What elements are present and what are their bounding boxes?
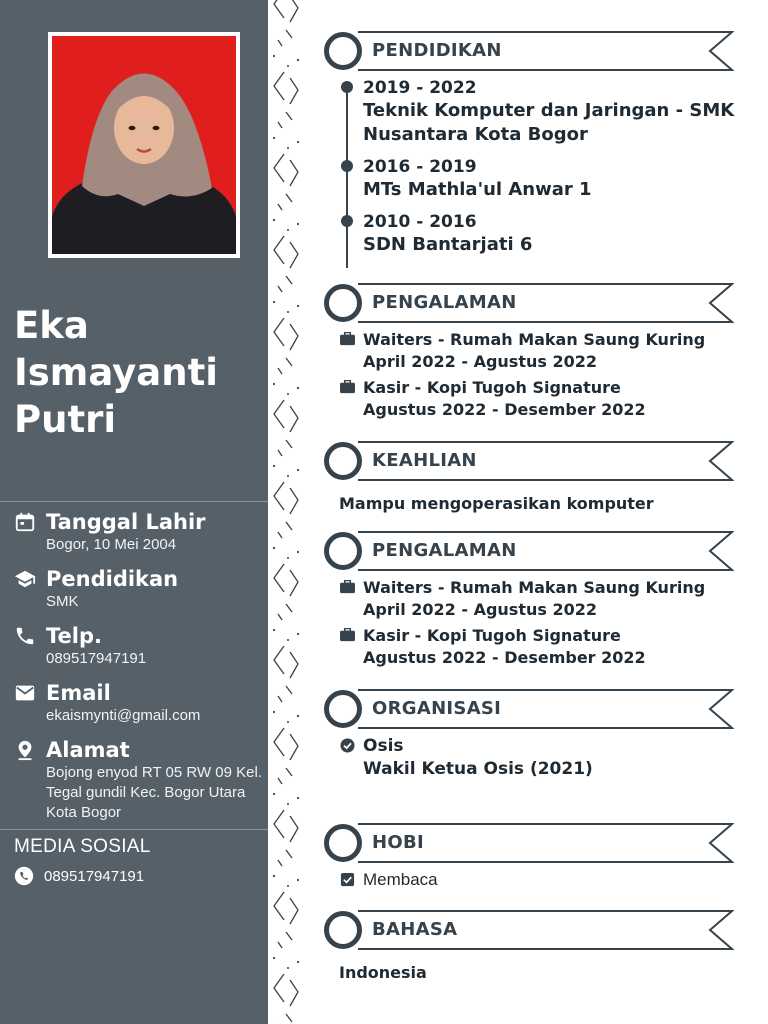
checkbox-checked-icon	[340, 872, 355, 887]
section-header-bahasa	[324, 910, 734, 950]
experience-role: Kasir - Kopi Tugoh Signature	[363, 378, 621, 397]
education-school: MTs Mathla'ul Anwar 1	[363, 179, 592, 200]
name-line-2: Ismayanti	[14, 351, 218, 394]
section-ring-icon	[324, 690, 362, 728]
sidebar	[0, 0, 268, 1024]
birth-value: Bogor, 10 Mei 2004	[46, 536, 177, 553]
address-value: Bojong enyod RT 05 RW 09 Kel. Tegal gundil Kec. Bogor Utara Kota Bogor	[46, 764, 262, 821]
section-ring-icon	[324, 32, 362, 70]
language-text: Indonesia	[339, 963, 427, 982]
decorative-pattern	[268, 0, 306, 1024]
person-portrait-icon	[52, 36, 236, 254]
section-ring-icon	[324, 442, 362, 480]
profile-photo-frame	[48, 32, 240, 258]
briefcase-icon	[340, 628, 355, 642]
check-circle-icon	[340, 738, 355, 753]
section-title: PENGALAMAN	[372, 292, 517, 313]
email-label: Email	[46, 681, 111, 705]
experience-item-4	[363, 625, 753, 669]
education-years: 2010 - 2016	[363, 212, 477, 232]
info-education	[14, 566, 266, 616]
email-icon	[14, 682, 36, 704]
experience-role: Waiters - Rumah Makan Saung Kuring	[363, 330, 706, 349]
sidebar-divider-bottom	[0, 829, 268, 830]
briefcase-icon	[340, 380, 355, 394]
education-item-2	[363, 156, 743, 202]
name-line-3: Putri	[14, 398, 117, 441]
education-item-3	[363, 211, 743, 257]
section-ring-icon	[324, 284, 362, 322]
section-title: ORGANISASI	[372, 698, 502, 719]
info-address	[14, 737, 266, 827]
phone-label: Telp.	[46, 624, 102, 648]
education-school: SDN Bantarjati 6	[363, 234, 533, 255]
section-title: PENGALAMAN	[372, 540, 517, 561]
experience-item-1	[363, 329, 753, 373]
section-title: HOBI	[372, 832, 424, 853]
info-birth	[14, 509, 266, 559]
section-title: PENDIDIKAN	[372, 40, 502, 61]
zigzag-pattern	[268, 0, 306, 1024]
section-ring-icon	[324, 532, 362, 570]
phone-icon	[14, 625, 36, 647]
education-item-1	[363, 77, 743, 147]
section-header-organisasi	[324, 689, 734, 729]
education-years: 2016 - 2019	[363, 157, 477, 177]
experience-period: April 2022 - Agustus 2022	[363, 352, 597, 371]
info-email	[14, 680, 266, 730]
section-ring-icon	[324, 911, 362, 949]
education-value: SMK	[46, 593, 79, 610]
section-title: KEAHLIAN	[372, 450, 477, 471]
experience-role: Kasir - Kopi Tugoh Signature	[363, 626, 621, 645]
timeline-dot	[341, 215, 353, 227]
info-phone	[14, 623, 266, 673]
timeline-dot	[341, 81, 353, 93]
section-header-keahlian	[324, 441, 734, 481]
person-name	[14, 302, 259, 443]
sidebar-divider-top	[0, 501, 268, 502]
organization-name: Osis	[363, 736, 404, 756]
briefcase-icon	[340, 580, 355, 594]
email-value: ekaismynti@gmail.com	[46, 707, 201, 724]
education-years: 2019 - 2022	[363, 78, 477, 98]
skill-text: Mampu mengoperasikan komputer	[339, 494, 654, 513]
phone-value: 089517947191	[46, 650, 147, 667]
timeline-line	[346, 84, 348, 268]
timeline-dot	[341, 160, 353, 172]
whatsapp-number: 089517947191	[44, 868, 145, 885]
hobby-text: Membaca	[363, 870, 438, 889]
section-title: BAHASA	[372, 919, 458, 940]
organization-role: Wakil Ketua Osis (2021)	[363, 759, 593, 779]
briefcase-icon	[340, 332, 355, 346]
media-title: MEDIA SOSIAL	[14, 836, 151, 857]
section-header-hobi	[324, 823, 734, 863]
calendar-icon	[14, 511, 36, 533]
education-school-line-2: Nusantara Kota Bogor	[363, 124, 588, 145]
experience-item-2	[363, 377, 753, 421]
experience-period: Agustus 2022 - Desember 2022	[363, 400, 646, 419]
experience-period: April 2022 - Agustus 2022	[363, 600, 597, 619]
education-school-line-1: Teknik Komputer dan Jaringan - SMK	[363, 100, 735, 121]
experience-item-3	[363, 577, 753, 621]
address-label: Alamat	[46, 738, 130, 762]
section-header-pendidikan	[324, 31, 734, 71]
birth-label: Tanggal Lahir	[46, 510, 206, 534]
experience-period: Agustus 2022 - Desember 2022	[363, 648, 646, 667]
main-content	[306, 0, 768, 1024]
experience-role: Waiters - Rumah Makan Saung Kuring	[363, 578, 706, 597]
whatsapp-icon	[14, 866, 34, 886]
education-label: Pendidikan	[46, 567, 179, 591]
profile-photo	[52, 36, 236, 254]
section-ring-icon	[324, 824, 362, 862]
section-header-pengalaman-2	[324, 531, 734, 571]
location-pin-icon	[14, 739, 36, 761]
organization-item	[363, 735, 753, 781]
graduation-cap-icon	[14, 568, 36, 590]
name-line-1: Eka	[14, 304, 89, 347]
section-header-pengalaman	[324, 283, 734, 323]
